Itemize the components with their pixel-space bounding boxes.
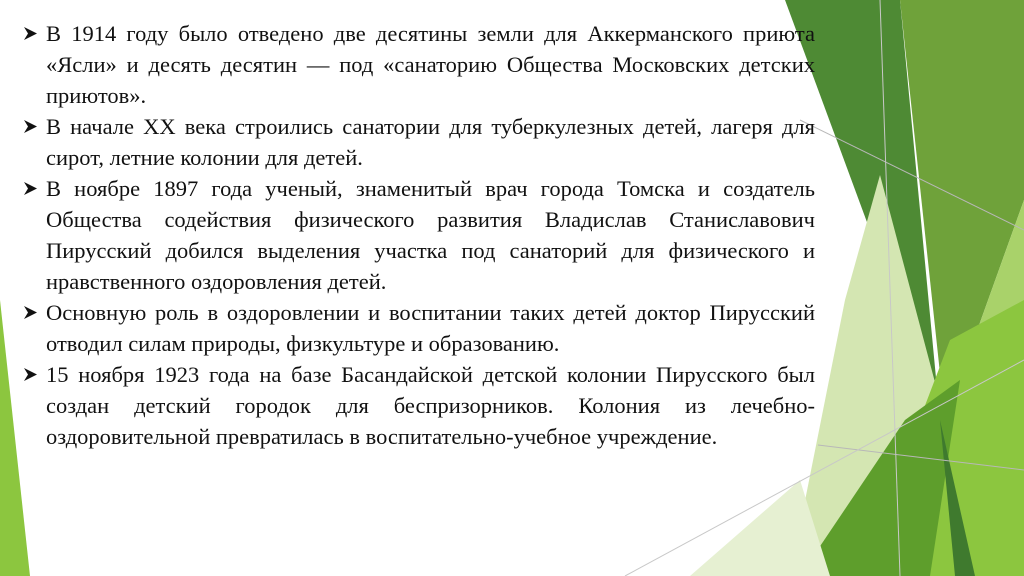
bullet-text-4: Основную роль в оздоровлении и воспитании таких детей доктор Пирусский отводил силам природы, физкультуре и образованию. [46, 300, 815, 356]
bullet-item-3 [22, 173, 815, 297]
bullet-item-4 [22, 297, 815, 359]
bullet-item-5 [22, 359, 815, 452]
arrowhead-bullet-icon [24, 120, 37, 133]
bullet-text-3: В ноябре 1897 года ученый, знаменитый врач города Томска и создатель Общества содействия физического развития Владислав Станиславович Пирусский добился выделения участка под санаторий для физического и нравственного оздоровления детей. [46, 176, 815, 294]
arrowhead-bullet-icon [24, 368, 37, 381]
bullet-text-2: В начале XX века строились санатории для туберкулезных детей, лагеря для сирот, летние колонии для детей. [46, 114, 815, 170]
bullet-item-1 [22, 18, 815, 111]
bullet-item-2 [22, 111, 815, 173]
arrowhead-bullet-icon [24, 306, 37, 319]
bullet-text-5: 15 ноября 1923 года на базе Басандайской детской колонии Пирусского был создан детский городок для беспризорников. Колония из лечебно-оздоровительной превратилась в воспитательно-учебное учреждение. [46, 362, 815, 449]
arrowhead-bullet-icon [24, 27, 37, 40]
arrowhead-bullet-icon [24, 182, 37, 195]
bullet-list [22, 18, 815, 452]
bullet-text-1: В 1914 году было отведено две десятины земли для Аккерманского приюта «Ясли» и десять десятин — под «санаторию Общества Московских детских приютов». [46, 21, 815, 108]
